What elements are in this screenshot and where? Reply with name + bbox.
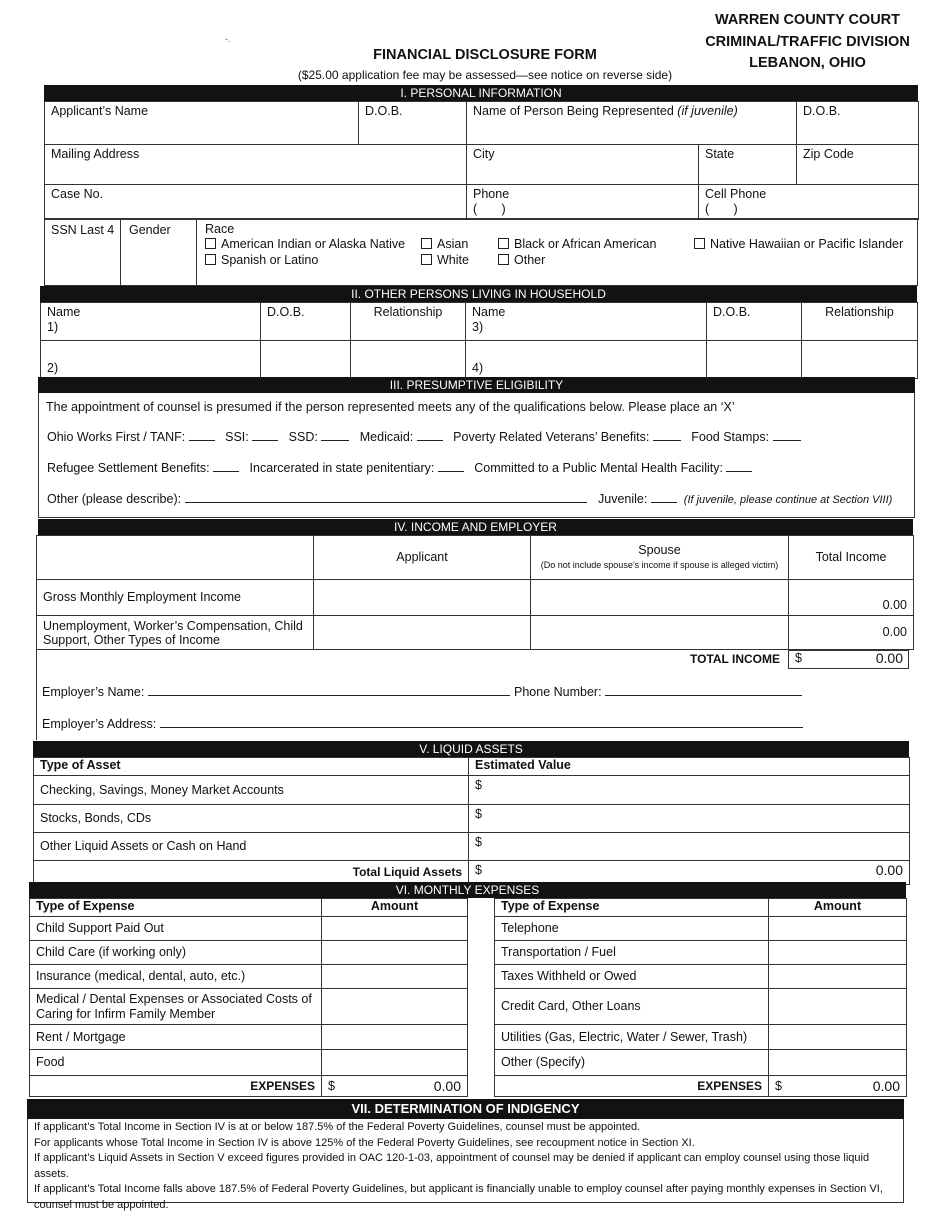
ssn-label: SSN Last 4 [51, 223, 115, 237]
row-total: 0.00 [789, 616, 914, 650]
currency-sign: $ [475, 835, 482, 849]
eligibility-row-3 [47, 492, 587, 506]
state-label: State [705, 147, 735, 161]
court-division: CRIMINAL/TRAFFIC DIVISION [705, 33, 910, 50]
eligibility-row-2 [47, 461, 752, 475]
race-option-white[interactable] [421, 253, 469, 267]
household-name-1[interactable] [41, 303, 261, 341]
represented-name-field[interactable] [467, 102, 797, 145]
employer-address-input[interactable] [160, 717, 803, 728]
household-dob-2[interactable] [261, 341, 351, 379]
income-row-label: Gross Monthly Employment Income [37, 580, 314, 616]
indigency-line: If applicant’s Total Income falls above 187.5% of Federal Poverty Guidelines, but applicant is financially unable to employ counsel after paying monthly expenses in Section VI, counsel must be appointed. [34, 1183, 883, 1211]
form-title: FINANCIAL DISCLOSURE FORM [373, 47, 597, 63]
expense-amount-input[interactable] [322, 941, 468, 965]
row-total: 0.00 [789, 580, 914, 616]
expense-amount-input[interactable] [322, 989, 468, 1025]
name-label: Name [47, 305, 81, 319]
section-5-header: V. LIQUID ASSETS [33, 741, 909, 757]
indigency-line: If applicant’s Total Income in Section IV is at or below 187.5% of the Federal Poverty Guidelines, counsel must be appointed. [34, 1121, 641, 1133]
race-label: Race [205, 222, 235, 236]
applicant-col-header: Applicant [314, 536, 531, 580]
row-number: 1) [47, 320, 59, 334]
ssd-blank[interactable] [321, 430, 349, 441]
cell-area-code: ( ) [705, 202, 738, 216]
expense-row-label: Taxes Withheld or Owed [495, 965, 769, 989]
asset-row-label: Stocks, Bonds, CDs [34, 805, 469, 833]
dob-label: D.O.B. [267, 305, 305, 319]
asset-row-label: Other Liquid Assets or Cash on Hand [34, 833, 469, 861]
expense-amount-input[interactable] [769, 1050, 907, 1076]
expense-row-label: Credit Card, Other Loans [495, 989, 769, 1025]
employer-phone-row [514, 685, 802, 699]
represented-dob-field[interactable] [797, 102, 919, 145]
expenses-total-cell [769, 1076, 907, 1097]
mailing-address-label: Mailing Address [51, 147, 140, 161]
asset-type-header: Type of Asset [34, 758, 469, 776]
ssi-label: SSI: [225, 430, 249, 444]
phone-area-code: ( ) [473, 202, 506, 216]
applicant-income-input[interactable] [314, 580, 531, 616]
asset-row-label: Checking, Savings, Money Market Accounts [34, 776, 469, 805]
incarcerated-blank[interactable] [438, 461, 464, 472]
expense-row-label: Rent / Mortgage [30, 1025, 322, 1050]
gender-label: Gender [129, 223, 171, 237]
option-label: Black or African American [514, 237, 657, 251]
section-3-header: III. PRESUMPTIVE ELIGIBILITY [38, 377, 915, 393]
court-name: WARREN COUNTY COURT [714, 12, 900, 28]
personal-info-table [44, 101, 919, 220]
other-label: Other (please describe): [47, 492, 182, 506]
expenses-right-table [494, 898, 907, 1097]
eligibility-intro: The appointment of counsel is presumed if the person represented meets any of the qualifications below. Please place an ‘X’ [46, 400, 735, 414]
household-name-4[interactable] [466, 341, 707, 379]
applicant-other-income-input[interactable] [314, 616, 531, 650]
asset-value-header: Estimated Value [469, 758, 910, 776]
row-number: 3) [472, 320, 484, 334]
juvenile-label: Juvenile: [598, 492, 648, 506]
veterans-blank[interactable] [653, 430, 681, 441]
phone-label: Phone [473, 187, 510, 201]
zip-label: Zip Code [803, 147, 854, 161]
household-rel-3[interactable] [802, 303, 918, 341]
expense-row-label: Medical / Dental Expenses or Associated Costs of Caring for Infirm Family Member [30, 989, 322, 1025]
total-income-label: TOTAL INCOME [690, 652, 780, 666]
food-stamps-blank[interactable] [773, 430, 801, 441]
income-corner-cell [37, 536, 314, 580]
employer-address-label: Employer’s Address: [42, 717, 157, 731]
household-table [40, 302, 918, 379]
expense-amount-input[interactable] [769, 1025, 907, 1050]
race-option-native-hawaiian[interactable] [694, 237, 903, 251]
expenses-total-value: 0.00 [433, 1077, 461, 1094]
race-option-other[interactable] [498, 253, 545, 267]
currency-sign: $ [775, 1078, 782, 1093]
race-option-spanish-latino[interactable] [205, 253, 318, 267]
expenses-total-value: 0.00 [872, 1077, 900, 1094]
expense-row-label: Telephone [495, 917, 769, 941]
case-no-label: Case No. [51, 187, 104, 201]
cell-phone-label: Cell Phone [705, 187, 767, 201]
asset-value-input[interactable] [469, 805, 910, 833]
currency-sign: $ [795, 651, 802, 665]
expense-amount-input[interactable] [769, 941, 907, 965]
checkbox-icon[interactable] [694, 238, 705, 249]
household-dob-1[interactable] [261, 303, 351, 341]
income-row-label: Unemployment, Worker’s Compensation, Child Support, Other Types of Income [37, 616, 314, 650]
represented-dob-label: D.O.B. [803, 104, 841, 118]
cell-phone-field[interactable] [699, 185, 919, 220]
expense-amount-input[interactable] [322, 965, 468, 989]
assets-table [33, 757, 910, 885]
currency-sign: $ [475, 778, 482, 792]
medicaid-blank[interactable] [417, 430, 443, 441]
employer-name-row [42, 685, 510, 699]
spouse-income-input[interactable] [531, 580, 789, 616]
if-juvenile-note: (if juvenile) [677, 104, 738, 118]
expense-amount-header: Amount [769, 899, 907, 917]
ssi-blank[interactable] [252, 430, 278, 441]
dob-label: D.O.B. [713, 305, 751, 319]
household-dob-4[interactable] [707, 341, 802, 379]
section-1-header: I. PERSONAL INFORMATION [44, 85, 918, 101]
demographics-row [44, 218, 918, 286]
checkbox-icon[interactable] [421, 238, 432, 249]
section-7-header: VII. DETERMINATION OF INDIGENCY [27, 1099, 904, 1119]
other-blank[interactable] [185, 492, 587, 503]
divider [120, 218, 121, 286]
indigency-text [27, 1119, 904, 1211]
owf-blank[interactable] [189, 430, 215, 441]
checkbox-icon[interactable] [421, 254, 432, 265]
mailing-address-field[interactable] [45, 145, 467, 185]
expense-row-label: Utilities (Gas, Electric, Water / Sewer, Trash) [495, 1025, 769, 1050]
expense-row-label: Child Care (if working only) [30, 941, 322, 965]
option-label: Asian [437, 237, 469, 251]
total-income-col-header: Total Income [789, 536, 914, 580]
spouse-label: Spouse [638, 542, 681, 557]
currency-sign: $ [475, 807, 482, 821]
option-label: Spanish or Latino [221, 253, 319, 267]
expense-amount-input[interactable] [769, 989, 907, 1025]
expense-row-label: Other (Specify) [495, 1050, 769, 1076]
expenses-total-label: EXPENSES [495, 1076, 769, 1097]
checkbox-icon[interactable] [205, 254, 216, 265]
row-number: 4) [472, 361, 484, 375]
expense-amount-input[interactable] [322, 1050, 468, 1076]
spouse-other-income-input[interactable] [531, 616, 789, 650]
veterans-label: Poverty Related Veterans’ Benefits: [453, 430, 650, 444]
relationship-label: Relationship [825, 305, 894, 319]
currency-sign: $ [475, 863, 482, 877]
committed-blank[interactable] [726, 461, 752, 472]
eligibility-row-1 [47, 430, 801, 444]
zip-field[interactable] [797, 145, 919, 185]
expense-amount-header: Amount [322, 899, 468, 917]
section-6-header: VI. MONTHLY EXPENSES [29, 882, 906, 898]
expense-row-label: Food [30, 1050, 322, 1076]
section-4-header: IV. INCOME AND EMPLOYER [38, 519, 913, 535]
total-assets-value: 0.00 [875, 862, 903, 878]
applicant-name-label: Applicant’s Name [51, 104, 149, 118]
total-assets-cell [469, 861, 910, 885]
committed-label: Committed to a Public Mental Health Facility: [474, 461, 723, 475]
phone-field[interactable] [467, 185, 699, 220]
city-field[interactable] [467, 145, 699, 185]
refugee-blank[interactable] [213, 461, 239, 472]
employer-name-label: Employer’s Name: [42, 685, 145, 699]
juvenile-row [598, 492, 892, 506]
asset-value-input[interactable] [469, 833, 910, 861]
expense-amount-input[interactable] [769, 965, 907, 989]
expense-type-header: Type of Expense [30, 899, 322, 917]
expense-amount-input[interactable] [322, 917, 468, 941]
household-dob-3[interactable] [707, 303, 802, 341]
household-rel-4[interactable] [802, 341, 918, 379]
refugee-label: Refugee Settlement Benefits: [47, 461, 210, 475]
income-table [36, 535, 914, 650]
owf-label: Ohio Works First / TANF: [47, 430, 186, 444]
expense-amount-input[interactable] [769, 917, 907, 941]
divider [36, 650, 37, 740]
race-option-asian[interactable] [421, 237, 468, 251]
court-heading [690, 10, 925, 75]
option-label: Other [514, 253, 546, 267]
indigency-line: For applicants whose Total Income in Section IV is above 125% of the Federal Poverty Guidelines, see recoupment notice in Section XI. [34, 1136, 695, 1149]
race-option-american-indian[interactable] [205, 237, 405, 251]
household-rel-2[interactable] [351, 341, 466, 379]
asset-value-input[interactable] [469, 776, 910, 805]
spouse-note: (Do not include spouse’s income if spouse is alleged victim) [540, 559, 779, 570]
total-assets-label: Total Liquid Assets [34, 861, 469, 885]
case-no-field[interactable] [45, 185, 467, 220]
employer-name-input[interactable] [148, 685, 510, 696]
expenses-left-table [29, 898, 468, 1097]
relationship-label: Relationship [373, 305, 443, 319]
medicaid-label: Medicaid: [359, 430, 414, 444]
represented-name-label: Name of Person Being Represented [473, 104, 674, 118]
option-label: American Indian or Alaska Native [221, 237, 406, 251]
option-label: Native Hawaiian or Pacific Islander [710, 237, 904, 251]
gender-field[interactable] [129, 223, 171, 237]
divider [196, 218, 197, 286]
city-label: City [473, 147, 495, 161]
expense-row-label: Transportation / Fuel [495, 941, 769, 965]
applicant-dob-label: D.O.B. [365, 104, 403, 118]
household-name-3[interactable] [466, 303, 707, 341]
employer-address-row [42, 717, 803, 731]
expense-amount-input[interactable] [322, 1025, 468, 1050]
food-stamps-label: Food Stamps: [691, 430, 770, 444]
employer-phone-input[interactable] [605, 685, 802, 696]
scan-mark: -. [225, 34, 231, 44]
checkbox-icon[interactable] [498, 238, 509, 249]
row-number: 2) [47, 361, 59, 375]
option-label: White [437, 253, 469, 267]
indigency-line: If applicant’s Liquid Assets in Section V exceed figures provided in OAC 120-1-03, appointment of counsel may be denied if applicant can employ counsel using those liquid assets. [34, 1152, 870, 1180]
expenses-total-cell [322, 1076, 468, 1097]
expenses-total-label: EXPENSES [30, 1076, 322, 1097]
applicant-name-field[interactable] [45, 102, 359, 145]
expense-type-header: Type of Expense [495, 899, 769, 917]
race-option-black[interactable] [498, 237, 656, 251]
name-label: Name [472, 305, 506, 319]
household-name-2[interactable] [41, 341, 261, 379]
applicant-dob-field[interactable] [359, 102, 467, 145]
fee-notice: ($25.00 application fee may be assessed—see notice on reverse side) [297, 68, 673, 82]
expense-row-label: Child Support Paid Out [30, 917, 322, 941]
household-rel-1[interactable] [351, 303, 466, 341]
state-field[interactable] [699, 145, 797, 185]
incarcerated-label: Incarcerated in state penitentiary: [249, 461, 435, 475]
total-income-value: 0.00 [875, 650, 903, 666]
currency-sign: $ [328, 1078, 335, 1093]
expense-row-label: Insurance (medical, dental, auto, etc.) [30, 965, 322, 989]
ssd-label: SSD: [288, 430, 318, 444]
juvenile-note: (If juvenile, please continue at Section VIII) [683, 494, 893, 506]
spouse-col-header [531, 536, 789, 580]
checkbox-icon[interactable] [498, 254, 509, 265]
section-2-header: II. OTHER PERSONS LIVING IN HOUSEHOLD [40, 286, 917, 302]
ssn-field[interactable] [51, 223, 114, 237]
court-location: LEBANON, OHIO [749, 55, 866, 71]
juvenile-blank[interactable] [651, 492, 677, 503]
employer-phone-label: Phone Number: [514, 685, 602, 699]
checkbox-icon[interactable] [205, 238, 216, 249]
